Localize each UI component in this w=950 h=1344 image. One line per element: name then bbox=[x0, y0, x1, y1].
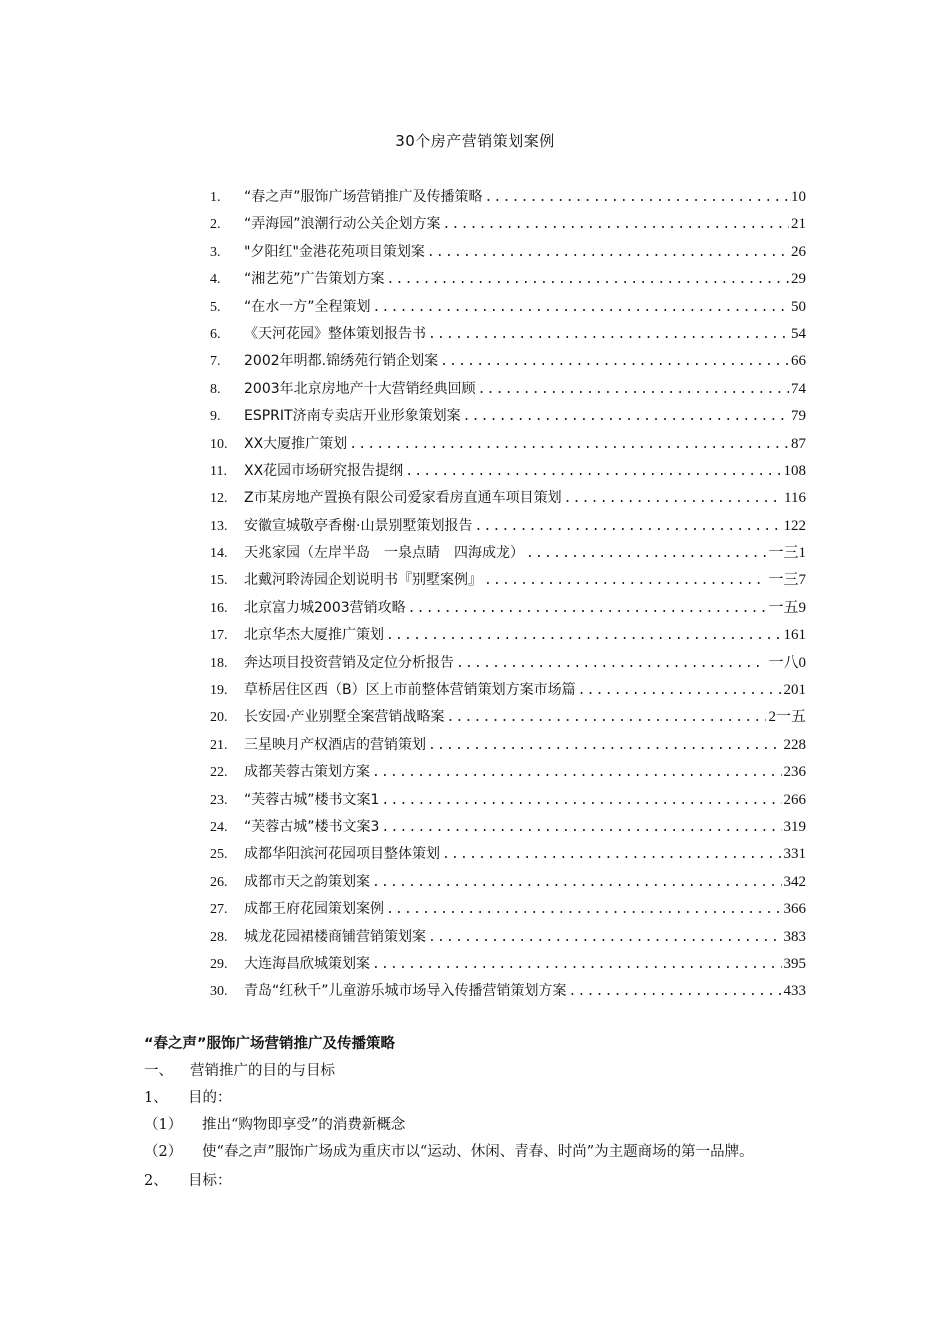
line-marker: 1、 bbox=[144, 1090, 168, 1106]
toc-entry-number: 23. bbox=[210, 792, 228, 808]
toc-entry-title: 2003年北京房地产十大营销经典回顾 bbox=[244, 380, 476, 397]
toc-entry-page: 122 bbox=[783, 517, 806, 534]
toc-entry-title: 北京富力城2003营销攻略 bbox=[244, 599, 406, 616]
toc-entry-page: 一三7 bbox=[768, 572, 806, 589]
toc-dot-leader bbox=[408, 595, 767, 622]
body-line bbox=[144, 1168, 809, 1195]
toc-entry-title: 天兆家园（左岸半岛 一泉点睛 四海成龙） bbox=[244, 545, 524, 562]
toc-entry[interactable] bbox=[210, 540, 806, 567]
toc-entry-number: 13. bbox=[210, 518, 228, 534]
toc-entry-title: “芙蓉古城”楼书文案3 bbox=[244, 818, 380, 835]
toc-entry[interactable] bbox=[210, 595, 806, 622]
line-text: 营销推广的目的与目标 bbox=[190, 1063, 335, 1079]
toc-dot-leader bbox=[478, 376, 789, 403]
toc-dot-leader bbox=[428, 732, 782, 759]
body-line bbox=[144, 1085, 809, 1112]
toc-entry-page: 383 bbox=[783, 928, 806, 945]
line-marker: 一、 bbox=[144, 1063, 173, 1079]
toc-entry-title: 成都华阳滨河花园项目整体策划 bbox=[244, 846, 440, 863]
toc-entry[interactable] bbox=[210, 814, 806, 841]
toc-entry-page: 74 bbox=[791, 380, 806, 397]
toc-entry[interactable] bbox=[210, 321, 806, 348]
toc-dot-leader bbox=[446, 704, 766, 731]
toc-dot-leader bbox=[372, 759, 782, 786]
body-line bbox=[144, 1058, 809, 1085]
toc-entry-number: 11. bbox=[210, 463, 227, 479]
toc-entry-title: 草桥居住区西（B）区上市前整体营销策划方案市场篇 bbox=[244, 682, 576, 699]
toc-entry-number: 12. bbox=[210, 491, 228, 507]
toc-entry-page: 26 bbox=[791, 243, 806, 260]
toc-entry[interactable] bbox=[210, 951, 806, 978]
toc-entry[interactable] bbox=[210, 896, 806, 923]
toc-entry-number: 16. bbox=[210, 600, 228, 616]
toc-entry-page: 66 bbox=[791, 353, 806, 370]
toc-dot-leader bbox=[428, 321, 789, 348]
toc-entry-number: 15. bbox=[210, 573, 228, 589]
toc-entry-page: 395 bbox=[783, 955, 806, 972]
toc-entry-number: 4. bbox=[210, 272, 221, 288]
body-line bbox=[144, 1112, 809, 1139]
toc-entry-page: 236 bbox=[783, 764, 806, 781]
toc-entry-title: 安徽宣城敬亭香榭·山景别墅策划报告 bbox=[244, 517, 473, 534]
toc-entry-number: 9. bbox=[210, 409, 221, 425]
line-marker: （2） bbox=[144, 1144, 183, 1160]
toc-entry-page: 87 bbox=[791, 435, 806, 452]
toc-entry-page: 433 bbox=[783, 983, 806, 1000]
toc-entry[interactable] bbox=[210, 348, 806, 375]
toc-dot-leader bbox=[578, 677, 782, 704]
toc-entry[interactable] bbox=[210, 869, 806, 896]
line-marker: （1） bbox=[144, 1117, 183, 1133]
toc-entry-page: 161 bbox=[783, 627, 806, 644]
toc-entry-number: 27. bbox=[210, 902, 228, 918]
toc-entry[interactable] bbox=[210, 431, 806, 458]
toc-entry-page: 116 bbox=[784, 490, 806, 507]
toc-entry-title: “在水一方”全程策划 bbox=[244, 298, 371, 315]
toc-entry-page: 50 bbox=[791, 298, 806, 315]
line-text: 目的： bbox=[188, 1090, 232, 1106]
toc-dot-leader bbox=[463, 403, 789, 430]
toc-entry-number: 1. bbox=[210, 190, 221, 205]
toc-dot-leader bbox=[564, 485, 782, 512]
toc-entry-number: 29. bbox=[210, 956, 228, 972]
toc-entry-title: "夕阳红"金港花苑项目策划案 bbox=[244, 243, 425, 260]
toc-dot-leader bbox=[485, 184, 789, 211]
toc-entry-number: 8. bbox=[210, 381, 221, 397]
toc-dot-leader bbox=[372, 869, 782, 896]
toc-entry-page: 2一五 bbox=[768, 709, 806, 726]
toc-entry-number: 17. bbox=[210, 628, 228, 644]
toc-entry-title: 成都芙蓉古策划方案 bbox=[244, 764, 370, 781]
toc-entry[interactable] bbox=[210, 978, 806, 1005]
body-paragraph bbox=[144, 1139, 809, 1165]
toc-dot-leader bbox=[405, 458, 781, 485]
toc-dot-leader bbox=[526, 540, 766, 567]
toc-entry-page: 54 bbox=[791, 325, 806, 342]
toc-entry[interactable] bbox=[210, 622, 806, 649]
toc-entry-number: 22. bbox=[210, 765, 228, 781]
toc-entry[interactable] bbox=[210, 184, 806, 211]
toc-entry-number: 21. bbox=[210, 737, 228, 753]
toc-dot-leader bbox=[386, 622, 782, 649]
toc-entry-page: 108 bbox=[783, 462, 806, 479]
toc-entry-number: 30. bbox=[210, 984, 228, 1000]
toc-dot-leader bbox=[442, 841, 782, 868]
toc-entry-title: XX花园市场研究报告提纲 bbox=[244, 462, 404, 479]
toc-entry[interactable] bbox=[210, 787, 806, 814]
toc-entry-page: 79 bbox=[791, 408, 806, 425]
table-of-contents bbox=[210, 184, 806, 1006]
line-text: 使“春之声”服饰广场成为重庆市以“运动、休闲、青春、时尚”为主题商场的第一品牌。 bbox=[202, 1144, 754, 1160]
toc-entry[interactable] bbox=[210, 211, 806, 238]
toc-entry-title: 三星映月产权酒店的营销策划 bbox=[244, 736, 426, 753]
toc-entry-title: 大连海昌欣城策划案 bbox=[244, 955, 370, 972]
toc-entry-page: 21 bbox=[791, 216, 806, 233]
toc-dot-leader bbox=[427, 239, 789, 266]
toc-entry-title: 奔达项目投资营销及定位分析报告 bbox=[244, 654, 454, 671]
toc-entry[interactable] bbox=[210, 239, 806, 266]
toc-entry[interactable] bbox=[210, 513, 806, 540]
toc-dot-leader bbox=[381, 787, 781, 814]
toc-entry-title: XX大厦推广策划 bbox=[244, 435, 348, 452]
toc-entry-title: 《天河花园》整体策划报告书 bbox=[244, 325, 426, 342]
toc-dot-leader bbox=[381, 814, 781, 841]
line-text: 目标： bbox=[188, 1173, 232, 1189]
line-text: 推出“购物即享受”的消费新概念 bbox=[202, 1117, 406, 1133]
toc-entry-page: 29 bbox=[791, 271, 806, 288]
toc-entry-number: 28. bbox=[210, 929, 228, 945]
toc-entry-number: 5. bbox=[210, 299, 221, 315]
toc-entry[interactable] bbox=[210, 841, 806, 868]
toc-entry[interactable] bbox=[210, 403, 806, 430]
document-title: 30个房产营销策划案例 bbox=[395, 132, 555, 150]
line-marker: 2、 bbox=[144, 1173, 168, 1189]
toc-entry-title: 城龙花园裙楼商铺营销策划案 bbox=[244, 928, 426, 945]
toc-entry-page: 331 bbox=[783, 846, 806, 863]
toc-entry-number: 7. bbox=[210, 354, 221, 370]
toc-entry[interactable] bbox=[210, 376, 806, 403]
toc-entry-number: 25. bbox=[210, 847, 228, 863]
section-heading: “春之声”服饰广场营销推广及传播策略 bbox=[144, 1036, 396, 1052]
toc-entry-title: 长安园·产业别墅全案营销战略案 bbox=[244, 709, 445, 726]
toc-entry-title: Z市某房地产置换有限公司爱家看房直通车项目策划 bbox=[244, 490, 562, 507]
toc-entry[interactable] bbox=[210, 759, 806, 786]
toc-dot-leader bbox=[349, 431, 789, 458]
toc-entry-number: 10. bbox=[210, 436, 228, 452]
toc-entry[interactable] bbox=[210, 567, 806, 594]
toc-entry[interactable] bbox=[210, 650, 806, 677]
toc-dot-leader bbox=[443, 211, 789, 238]
toc-dot-leader bbox=[387, 266, 789, 293]
toc-entry-title: “春之声”服饰广场营销推广及传播策略 bbox=[244, 189, 483, 205]
toc-dot-leader bbox=[474, 513, 781, 540]
toc-dot-leader bbox=[484, 567, 766, 594]
toc-entry-page: 一八0 bbox=[768, 654, 806, 671]
toc-dot-leader bbox=[386, 896, 782, 923]
toc-entry-number: 18. bbox=[210, 655, 228, 671]
toc-entry-number: 19. bbox=[210, 683, 228, 699]
toc-dot-leader bbox=[373, 294, 789, 321]
toc-dot-leader bbox=[456, 650, 766, 677]
toc-entry-page: 201 bbox=[783, 682, 806, 699]
toc-entry-title: 成都王府花园策划案例 bbox=[244, 901, 384, 918]
toc-dot-leader bbox=[372, 951, 782, 978]
toc-entry[interactable] bbox=[210, 924, 806, 951]
toc-dot-leader bbox=[428, 924, 782, 951]
toc-entry-number: 26. bbox=[210, 874, 228, 890]
toc-entry-title: “芙蓉古城”楼书文案1 bbox=[244, 791, 380, 808]
toc-entry-number: 3. bbox=[210, 244, 221, 260]
toc-dot-leader bbox=[569, 978, 782, 1005]
toc-entry[interactable] bbox=[210, 677, 806, 704]
toc-entry-page: 10 bbox=[791, 189, 806, 205]
toc-entry-title: 青岛“红秋千”儿童游乐城市场导入传播营销策划方案 bbox=[244, 983, 567, 1000]
toc-entry-title: 北戴河聆涛园企划说明书『别墅案例』 bbox=[244, 572, 482, 589]
toc-entry-title: 成都市天之韵策划案 bbox=[244, 873, 370, 890]
toc-entry-page: 一三1 bbox=[768, 545, 806, 562]
toc-entry-page: 366 bbox=[783, 901, 806, 918]
toc-entry-number: 24. bbox=[210, 819, 228, 835]
toc-entry[interactable] bbox=[210, 704, 806, 731]
toc-entry-number: 20. bbox=[210, 710, 228, 726]
toc-entry-page: 319 bbox=[783, 818, 806, 835]
toc-entry-title: 北京华杰大厦推广策划 bbox=[244, 627, 384, 644]
toc-entry[interactable] bbox=[210, 485, 806, 512]
toc-entry-page: 342 bbox=[783, 873, 806, 890]
toc-entry-title: “弄海园”浪潮行动公关企划方案 bbox=[244, 216, 441, 233]
toc-entry[interactable] bbox=[210, 458, 806, 485]
toc-dot-leader bbox=[440, 348, 789, 375]
toc-entry-number: 2. bbox=[210, 217, 221, 233]
toc-entry-page: 一五9 bbox=[768, 599, 806, 616]
toc-entry-title: “湘艺苑”广告策划方案 bbox=[244, 271, 385, 288]
toc-entry-number: 14. bbox=[210, 546, 228, 562]
toc-entry[interactable] bbox=[210, 294, 806, 321]
toc-entry-title: ESPRIT济南专卖店开业形象策划案 bbox=[244, 408, 461, 425]
toc-entry-page: 228 bbox=[783, 736, 806, 753]
toc-entry[interactable] bbox=[210, 732, 806, 759]
toc-entry-title: 2002年明都.锦绣苑行销企划案 bbox=[244, 353, 439, 370]
toc-entry[interactable] bbox=[210, 266, 806, 293]
section-body bbox=[144, 1030, 809, 1195]
toc-entry-number: 6. bbox=[210, 326, 221, 342]
toc-entry-page: 266 bbox=[783, 791, 806, 808]
